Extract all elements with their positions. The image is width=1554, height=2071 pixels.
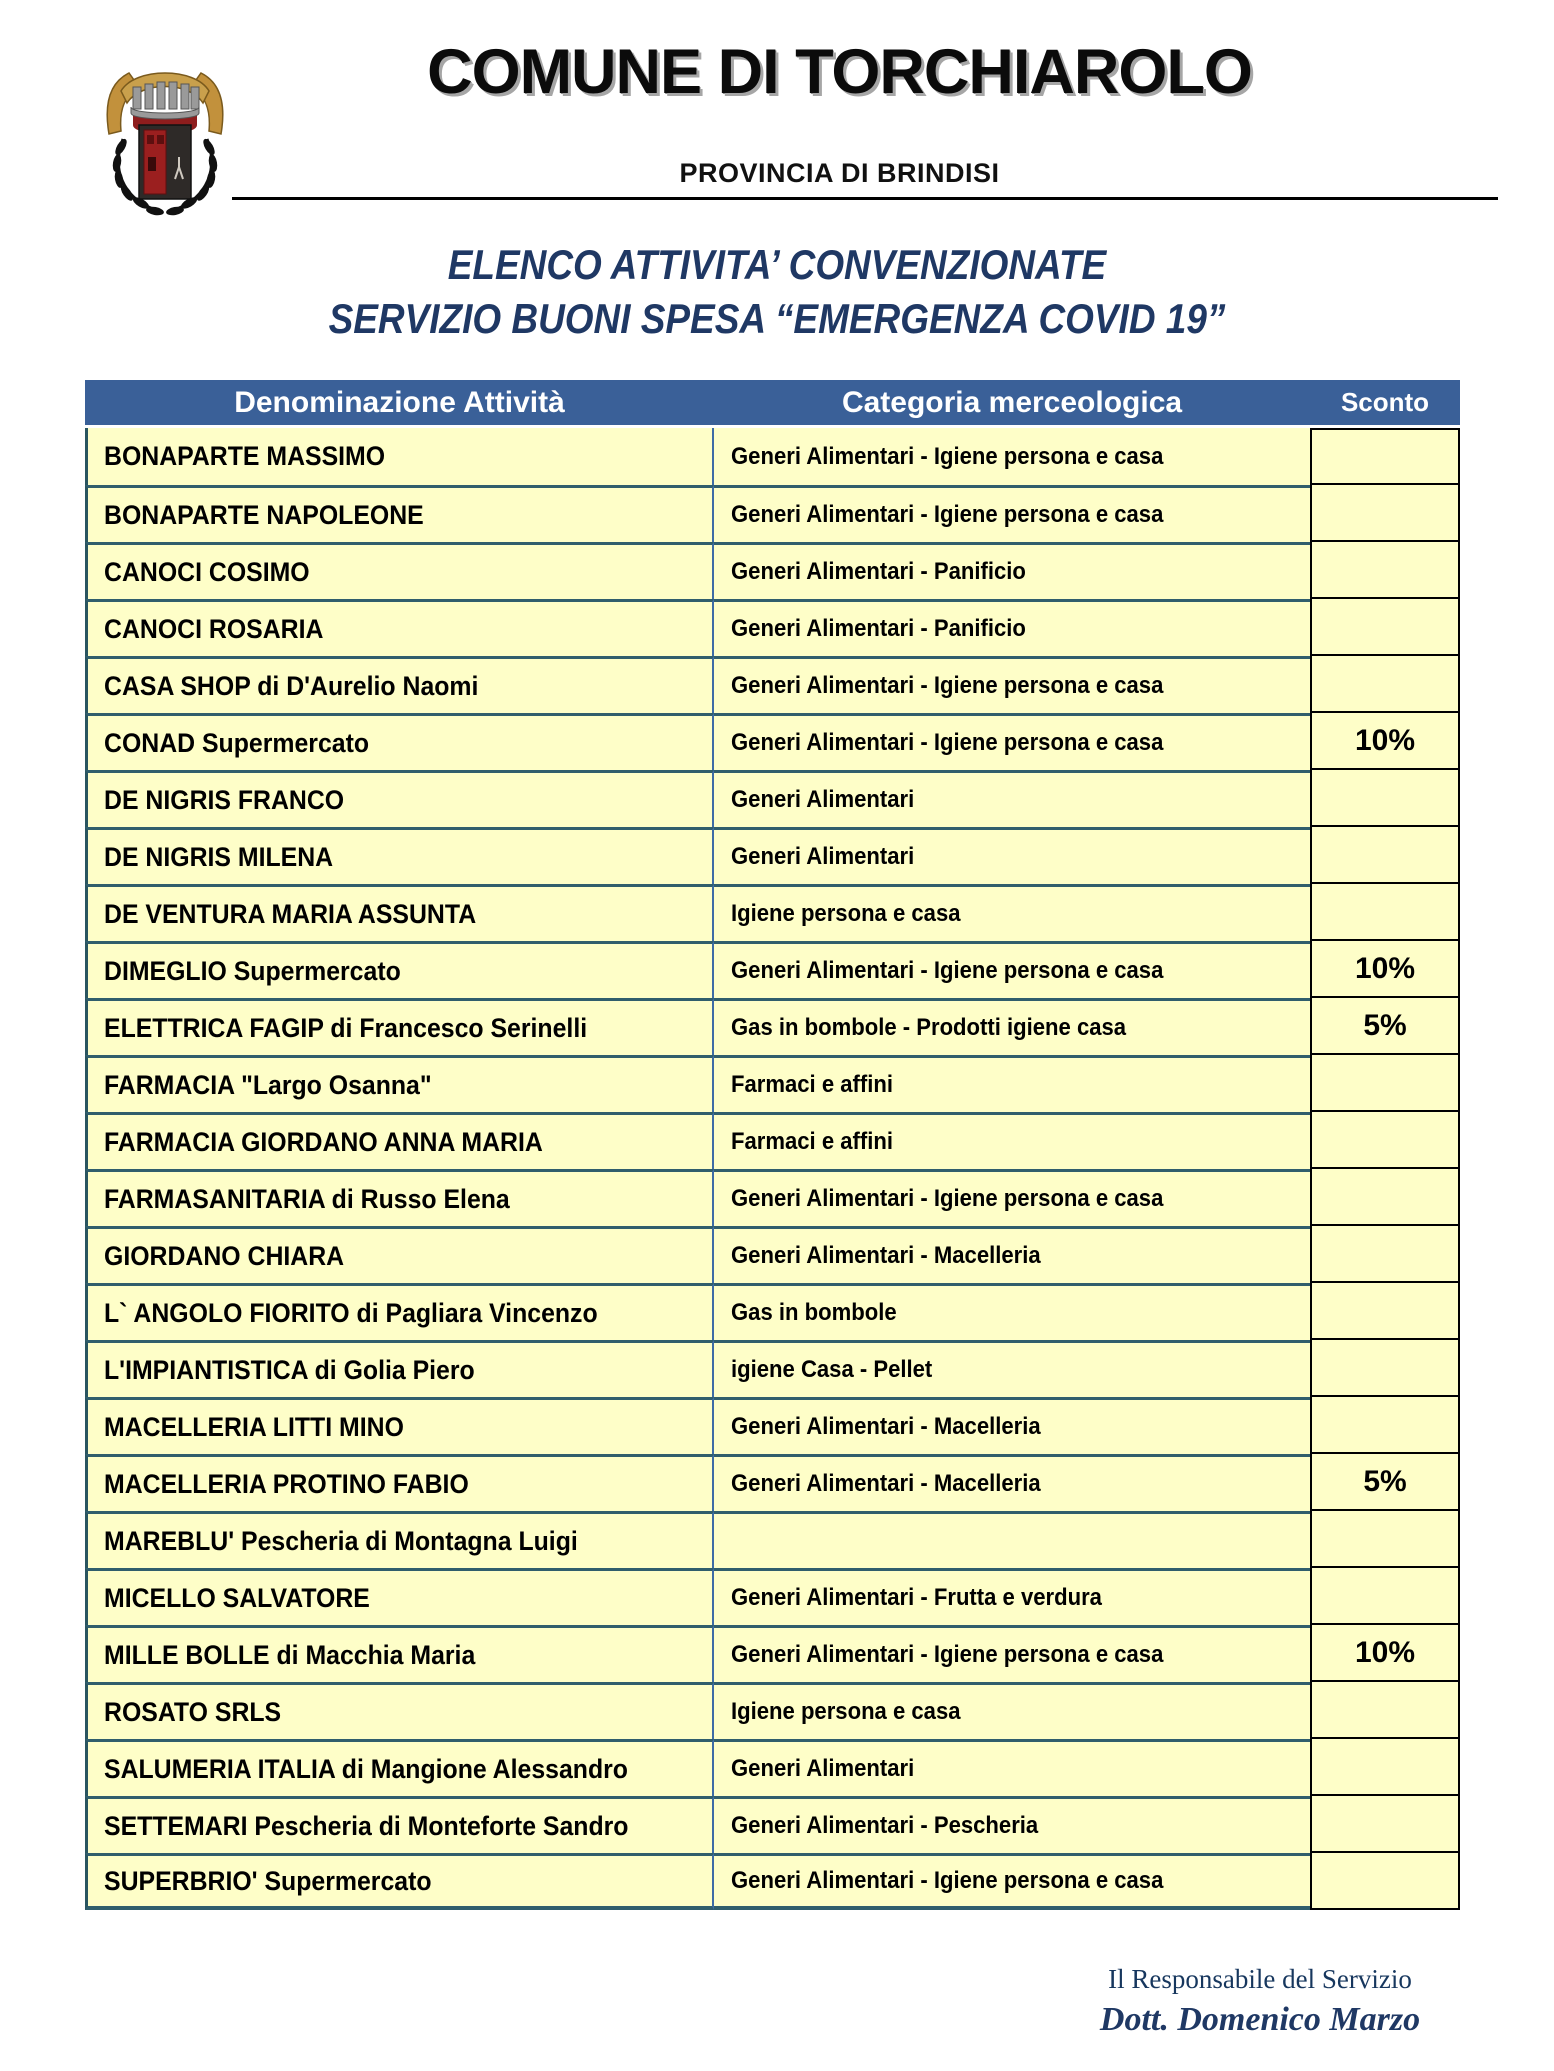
discount-cell bbox=[1310, 1853, 1460, 1910]
business-name-cell bbox=[85, 1283, 714, 1340]
business-name-cell bbox=[85, 656, 714, 713]
category-text: Generi Alimentari - Igiene persona e casa bbox=[731, 729, 1164, 756]
category-cell bbox=[714, 1226, 1310, 1283]
discount-cell bbox=[1310, 599, 1460, 656]
business-name-cell bbox=[85, 998, 714, 1055]
category-cell bbox=[714, 941, 1310, 998]
category-cell bbox=[714, 998, 1310, 1055]
category-cell bbox=[714, 770, 1310, 827]
business-name-text: CONAD Supermercato bbox=[104, 727, 370, 758]
table-row bbox=[85, 1568, 1460, 1625]
category-text: igiene Casa - Pellet bbox=[731, 1356, 933, 1383]
table-row bbox=[85, 542, 1460, 599]
category-text: Generi Alimentari - Panificio bbox=[731, 558, 1026, 585]
column-header-denominazione: Denominazione Attività bbox=[234, 385, 565, 419]
category-cell bbox=[714, 1625, 1310, 1682]
discount-cell bbox=[1310, 1397, 1460, 1454]
category-cell bbox=[714, 656, 1310, 713]
table-row bbox=[85, 1454, 1460, 1511]
business-name-text: SUPERBRIO' Supermercato bbox=[104, 1865, 432, 1896]
business-name-cell bbox=[85, 1454, 714, 1511]
discount-cell bbox=[1310, 1169, 1460, 1226]
discount-cell bbox=[1310, 542, 1460, 599]
business-name-text: DE NIGRIS FRANCO bbox=[104, 784, 345, 815]
table-row bbox=[85, 1283, 1460, 1340]
category-text: Generi Alimentari - Igiene persona e casa bbox=[731, 957, 1164, 984]
business-name-text: DIMEGLIO Supermercato bbox=[104, 955, 401, 986]
category-text: Generi Alimentari - Macelleria bbox=[731, 1413, 1041, 1440]
business-name-cell bbox=[85, 1853, 714, 1910]
business-name-cell bbox=[85, 770, 714, 827]
category-text: Generi Alimentari - Macelleria bbox=[731, 1242, 1041, 1269]
category-cell bbox=[714, 713, 1310, 770]
business-name-text: BONAPARTE MASSIMO bbox=[104, 441, 386, 471]
category-text: Generi Alimentari bbox=[731, 843, 915, 870]
category-cell bbox=[714, 1454, 1310, 1511]
category-text: Generi Alimentari - Macelleria bbox=[731, 1470, 1041, 1497]
discount-cell bbox=[1310, 827, 1460, 884]
category-text: Generi Alimentari bbox=[731, 786, 915, 813]
discount-cell bbox=[1310, 1283, 1460, 1340]
column-header-sconto: Sconto bbox=[1340, 387, 1430, 417]
business-name-cell bbox=[85, 1169, 714, 1226]
category-cell bbox=[714, 1796, 1310, 1853]
discount-cell bbox=[1310, 1682, 1460, 1739]
business-name-text: MACELLERIA LITTI MINO bbox=[104, 1411, 404, 1442]
business-name-cell bbox=[85, 1226, 714, 1283]
business-name-cell bbox=[85, 542, 714, 599]
table-body bbox=[85, 428, 1460, 1910]
category-text: Generi Alimentari - Pescheria bbox=[731, 1812, 1039, 1839]
business-name-cell bbox=[85, 428, 714, 485]
category-cell bbox=[714, 1397, 1310, 1454]
table-row bbox=[85, 1511, 1460, 1568]
discount-cell bbox=[1310, 1568, 1460, 1625]
discount-cell bbox=[1310, 1511, 1460, 1568]
table-row bbox=[85, 485, 1460, 542]
discount-cell bbox=[1310, 1055, 1460, 1112]
table-row bbox=[85, 998, 1460, 1055]
discount-cell: 10% bbox=[1310, 1625, 1460, 1682]
category-cell bbox=[714, 1682, 1310, 1739]
table-row bbox=[85, 1169, 1460, 1226]
document-title-line1: ELENCO ATTIVITA’ CONVENZIONATE bbox=[447, 241, 1107, 288]
business-name-cell bbox=[85, 1568, 714, 1625]
business-name-cell bbox=[85, 884, 714, 941]
discount-cell: 5% bbox=[1310, 998, 1460, 1055]
business-name-text: CANOCI ROSARIA bbox=[104, 613, 324, 644]
category-cell bbox=[714, 1169, 1310, 1226]
signature-name: Dott. Domenico Marzo bbox=[1099, 2001, 1421, 2038]
category-cell bbox=[714, 827, 1310, 884]
business-name-cell bbox=[85, 485, 714, 542]
table-row bbox=[85, 713, 1460, 770]
table-row bbox=[85, 941, 1460, 998]
table-row bbox=[85, 1682, 1460, 1739]
discount-cell: 5% bbox=[1310, 1454, 1460, 1511]
table-row bbox=[85, 1340, 1460, 1397]
category-text: Generi Alimentari - Igiene persona e casa bbox=[731, 1867, 1164, 1894]
category-text: Farmaci e affini bbox=[731, 1071, 893, 1098]
business-name-text: L'IMPIANTISTICA di Golia Piero bbox=[104, 1354, 475, 1385]
category-text: Generi Alimentari - Igiene persona e casa bbox=[731, 442, 1164, 470]
business-name-cell bbox=[85, 1055, 714, 1112]
business-name-text: FARMACIA "Largo Osanna" bbox=[104, 1069, 432, 1100]
category-cell bbox=[714, 485, 1310, 542]
category-text: Gas in bombole bbox=[731, 1299, 897, 1326]
business-name-text: ELETTRICA FAGIP di Francesco Serinelli bbox=[104, 1012, 588, 1043]
table-row bbox=[85, 827, 1460, 884]
category-text: Igiene persona e casa bbox=[731, 900, 961, 927]
category-text: Generi Alimentari - Igiene persona e casa bbox=[731, 501, 1164, 528]
category-cell bbox=[714, 1853, 1310, 1910]
category-text: Generi Alimentari - Frutta e verdura bbox=[731, 1584, 1102, 1611]
category-cell bbox=[714, 1340, 1310, 1397]
category-cell bbox=[714, 542, 1310, 599]
discount-cell: 10% bbox=[1310, 941, 1460, 998]
business-name-cell bbox=[85, 1796, 714, 1853]
category-cell bbox=[714, 599, 1310, 656]
discount-cell bbox=[1310, 428, 1460, 485]
signature-role: Il Responsabile del Servizio bbox=[1108, 1964, 1412, 1994]
table-row bbox=[85, 1853, 1460, 1910]
business-name-text: ROSATO SRLS bbox=[104, 1696, 282, 1727]
table-row bbox=[85, 770, 1460, 827]
table-row bbox=[85, 1625, 1460, 1682]
business-name-cell bbox=[85, 1625, 714, 1682]
business-name-text: DE NIGRIS MILENA bbox=[104, 841, 334, 872]
discount-cell bbox=[1310, 1112, 1460, 1169]
category-text: Generi Alimentari bbox=[731, 1755, 915, 1782]
category-text: Igiene persona e casa bbox=[731, 1698, 961, 1725]
business-name-text: FARMACIA GIORDANO ANNA MARIA bbox=[104, 1126, 543, 1157]
business-name-cell bbox=[85, 1511, 714, 1568]
discount-cell bbox=[1310, 485, 1460, 542]
category-text: Generi Alimentari - Igiene persona e casa bbox=[731, 1185, 1164, 1212]
business-name-cell bbox=[85, 599, 714, 656]
discount-cell bbox=[1310, 1796, 1460, 1853]
category-cell bbox=[714, 1568, 1310, 1625]
table-row bbox=[85, 428, 1460, 485]
column-header-categoria: Categoria merceologica bbox=[841, 385, 1183, 419]
table-row bbox=[85, 1739, 1460, 1796]
header-divider-line bbox=[232, 197, 1498, 200]
business-name-text: SALUMERIA ITALIA di Mangione Alessandro bbox=[104, 1753, 628, 1784]
province-subtitle: PROVINCIA DI BRINDISI bbox=[679, 158, 1000, 188]
business-name-cell bbox=[85, 1112, 714, 1169]
discount-cell bbox=[1310, 656, 1460, 713]
discount-cell bbox=[1310, 1226, 1460, 1283]
business-name-cell bbox=[85, 1739, 714, 1796]
discount-cell bbox=[1310, 1739, 1460, 1796]
business-name-text: FARMASANITARIA di Russo Elena bbox=[104, 1183, 510, 1214]
table-header-row bbox=[85, 380, 1460, 425]
table-row bbox=[85, 1397, 1460, 1454]
municipality-title: COMUNE DI TORCHIAROLO bbox=[427, 37, 1252, 107]
business-name-cell bbox=[85, 1340, 714, 1397]
table-row bbox=[85, 1796, 1460, 1853]
category-cell bbox=[714, 1283, 1310, 1340]
business-name-text: DE VENTURA MARIA ASSUNTA bbox=[104, 898, 477, 929]
discount-cell bbox=[1310, 770, 1460, 827]
discount-cell: 10% bbox=[1310, 713, 1460, 770]
business-name-cell bbox=[85, 1682, 714, 1739]
category-text: Generi Alimentari - Panificio bbox=[731, 615, 1026, 642]
category-text: Gas in bombole - Prodotti igiene casa bbox=[731, 1014, 1127, 1041]
business-name-text: MAREBLU' Pescheria di Montagna Luigi bbox=[104, 1525, 578, 1556]
business-name-text: BONAPARTE NAPOLEONE bbox=[104, 499, 424, 530]
category-cell bbox=[714, 428, 1310, 485]
activities-table bbox=[85, 380, 1460, 1910]
business-name-text: SETTEMARI Pescheria di Monteforte Sandro bbox=[104, 1810, 629, 1841]
business-name-text: MICELLO SALVATORE bbox=[104, 1582, 370, 1613]
category-text: Farmaci e affini bbox=[731, 1128, 893, 1155]
table-row bbox=[85, 1112, 1460, 1169]
business-name-text: CANOCI COSIMO bbox=[104, 556, 310, 587]
business-name-cell bbox=[85, 1397, 714, 1454]
category-text: Generi Alimentari - Igiene persona e casa bbox=[731, 672, 1164, 699]
table-row bbox=[85, 884, 1460, 941]
table-row bbox=[85, 1226, 1460, 1283]
business-name-cell bbox=[85, 827, 714, 884]
business-name-cell bbox=[85, 941, 714, 998]
business-name-text: CASA SHOP di D'Aurelio Naomi bbox=[104, 670, 479, 701]
business-name-text: L` ANGOLO FIORITO di Pagliara Vincenzo bbox=[104, 1297, 598, 1328]
table-row bbox=[85, 656, 1460, 713]
category-cell bbox=[714, 1055, 1310, 1112]
category-cell bbox=[714, 1511, 1310, 1568]
category-cell bbox=[714, 1112, 1310, 1169]
discount-cell bbox=[1310, 1340, 1460, 1397]
category-text: Generi Alimentari - Igiene persona e casa bbox=[731, 1641, 1164, 1668]
business-name-text: GIORDANO CHIARA bbox=[104, 1240, 345, 1271]
table-row bbox=[85, 1055, 1460, 1112]
discount-cell bbox=[1310, 884, 1460, 941]
signature-block bbox=[1060, 1964, 1460, 2039]
table-row bbox=[85, 599, 1460, 656]
business-name-cell bbox=[85, 713, 714, 770]
category-cell bbox=[714, 1739, 1310, 1796]
category-cell bbox=[714, 884, 1310, 941]
document-title-line2: SERVIZIO BUONI SPESA “EMERGENZA COVID 19” bbox=[328, 295, 1226, 342]
business-name-text: MILLE BOLLE di Macchia Maria bbox=[104, 1639, 476, 1670]
business-name-text: MACELLERIA PROTINO FABIO bbox=[104, 1468, 469, 1499]
